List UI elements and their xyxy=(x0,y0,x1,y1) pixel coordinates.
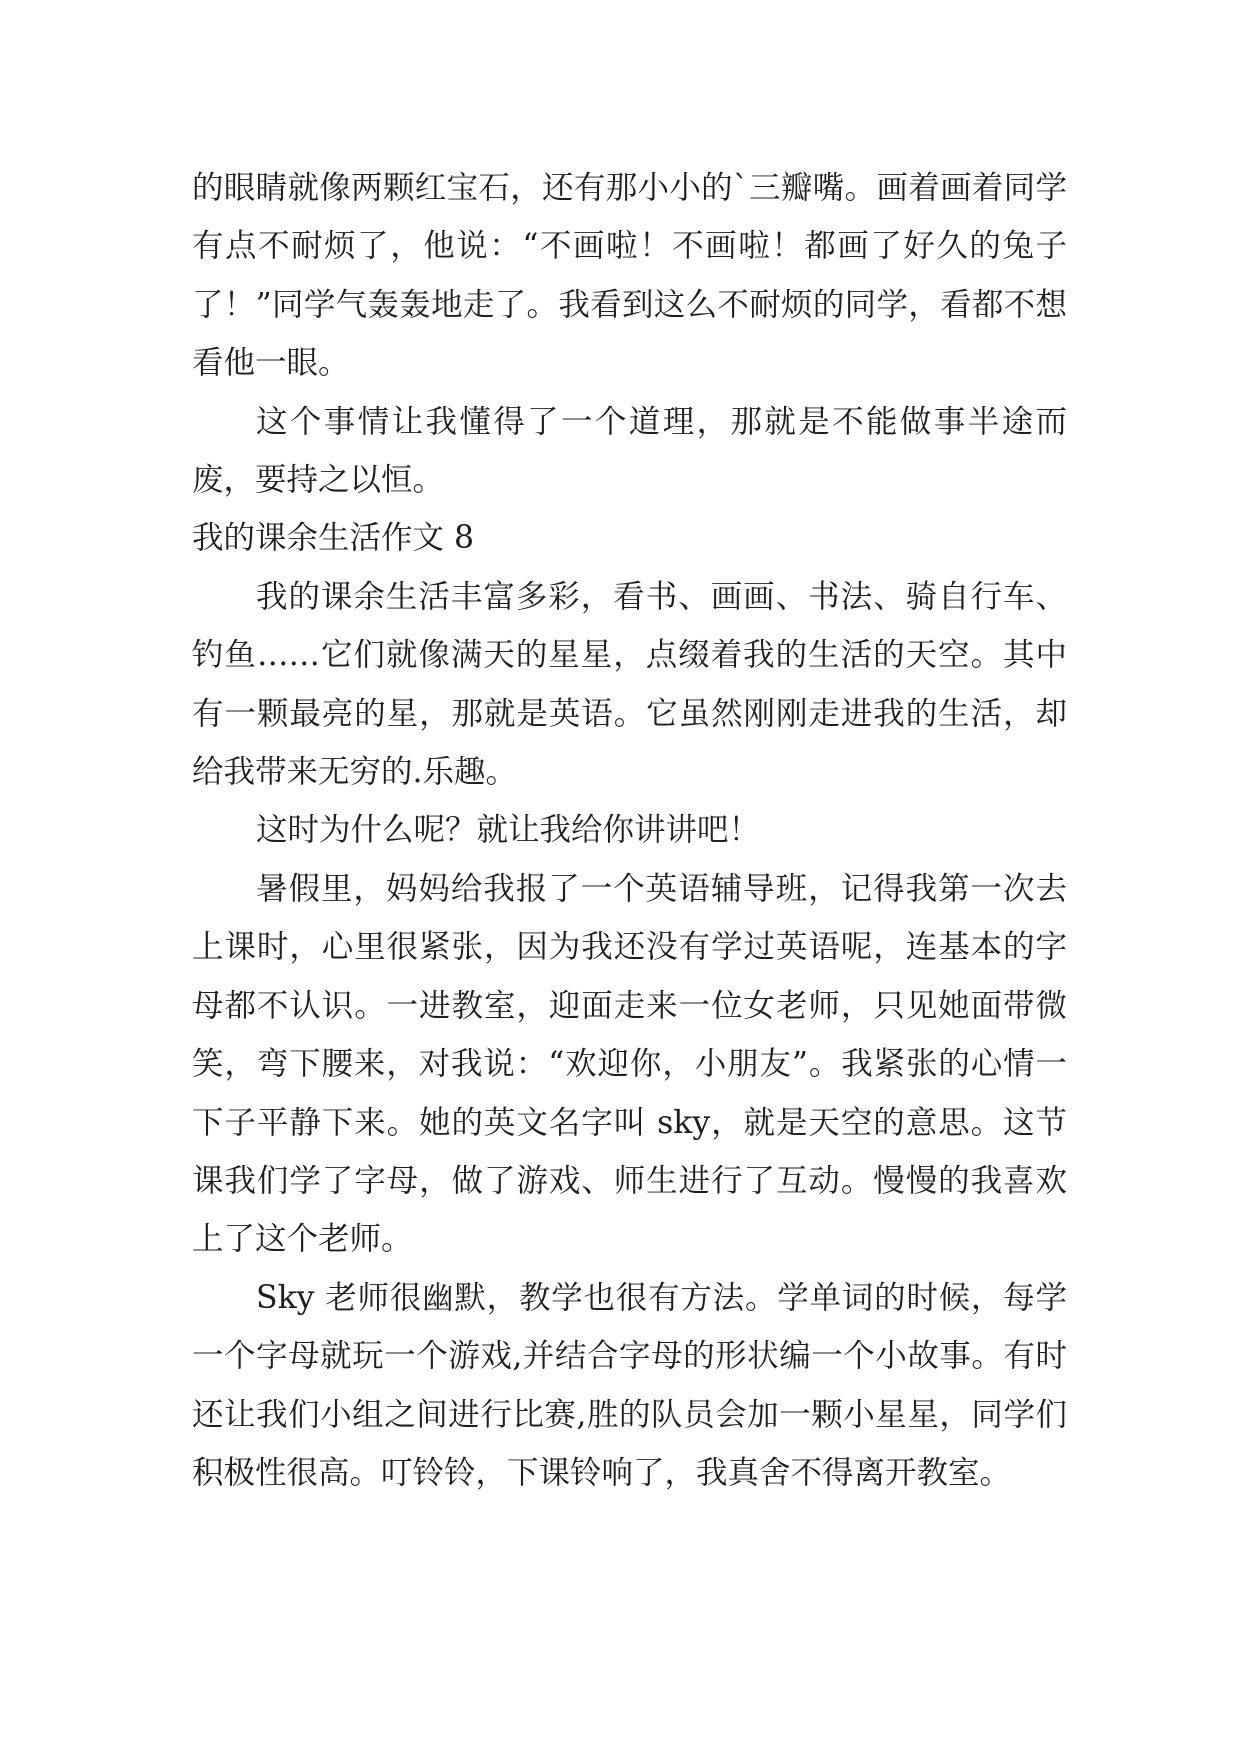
continued-paragraph: 的眼睛就像两颗红宝石，还有那小小的`三瓣嘴。画着画着同学有点不耐烦了，他说：“不画啦！不画啦！都画了好久的兔子了！”同学气轰轰地走了。我看到这么不耐烦的同学，看都不想看他一眼。 xyxy=(192,170,1067,382)
paragraph-sky-teacher: Sky 老师很幽默，教学也很有方法。学单词的时候，每学一个字母就玩一个游戏,并结合字母的形状编一个小故事。有时还让我们小组之间进行比赛,胜的队员会加一颗小星星，同学们积极性很高。叮铃铃，下课铃响了，我真舍不得离开教室。 xyxy=(192,1279,1067,1491)
paragraph-lesson: 这个事情让我懂得了一个道理，那就是不能做事半途而废，要持之以恒。 xyxy=(192,403,1067,499)
document-body xyxy=(192,159,1067,1502)
paragraph-summer-class: 暑假里，妈妈给我报了一个英语辅导班，记得我第一次去上课时，心里很紧张，因为我还没有学过英语呢，连基本的字母都不认识。一进教室，迎面走来一位女老师，只见她面带微笑，弯下腰来，对我说：“欢迎你，小朋友”。我紧张的心情一下子平静下来。她的英文名字叫 sky，就是天空的意思。这节课我们学了字母，做了游戏、师生进行了互动。慢慢的我喜欢上了这个老师。 xyxy=(192,870,1067,1258)
paragraph-question: 这时为什么呢？就让我给你讲讲吧！ xyxy=(256,812,761,849)
essay-title: 我的课余生活作文 8 xyxy=(192,520,475,557)
paragraph-intro: 我的课余生活丰富多彩，看书、画画、书法、骑自行车、钓鱼……它们就像满天的星星，点缀着我的生活的天空。其中有一颗最亮的星，那就是英语。它虽然刚刚走进我的生活，却给我带来无穷的.乐趣。 xyxy=(192,578,1067,791)
